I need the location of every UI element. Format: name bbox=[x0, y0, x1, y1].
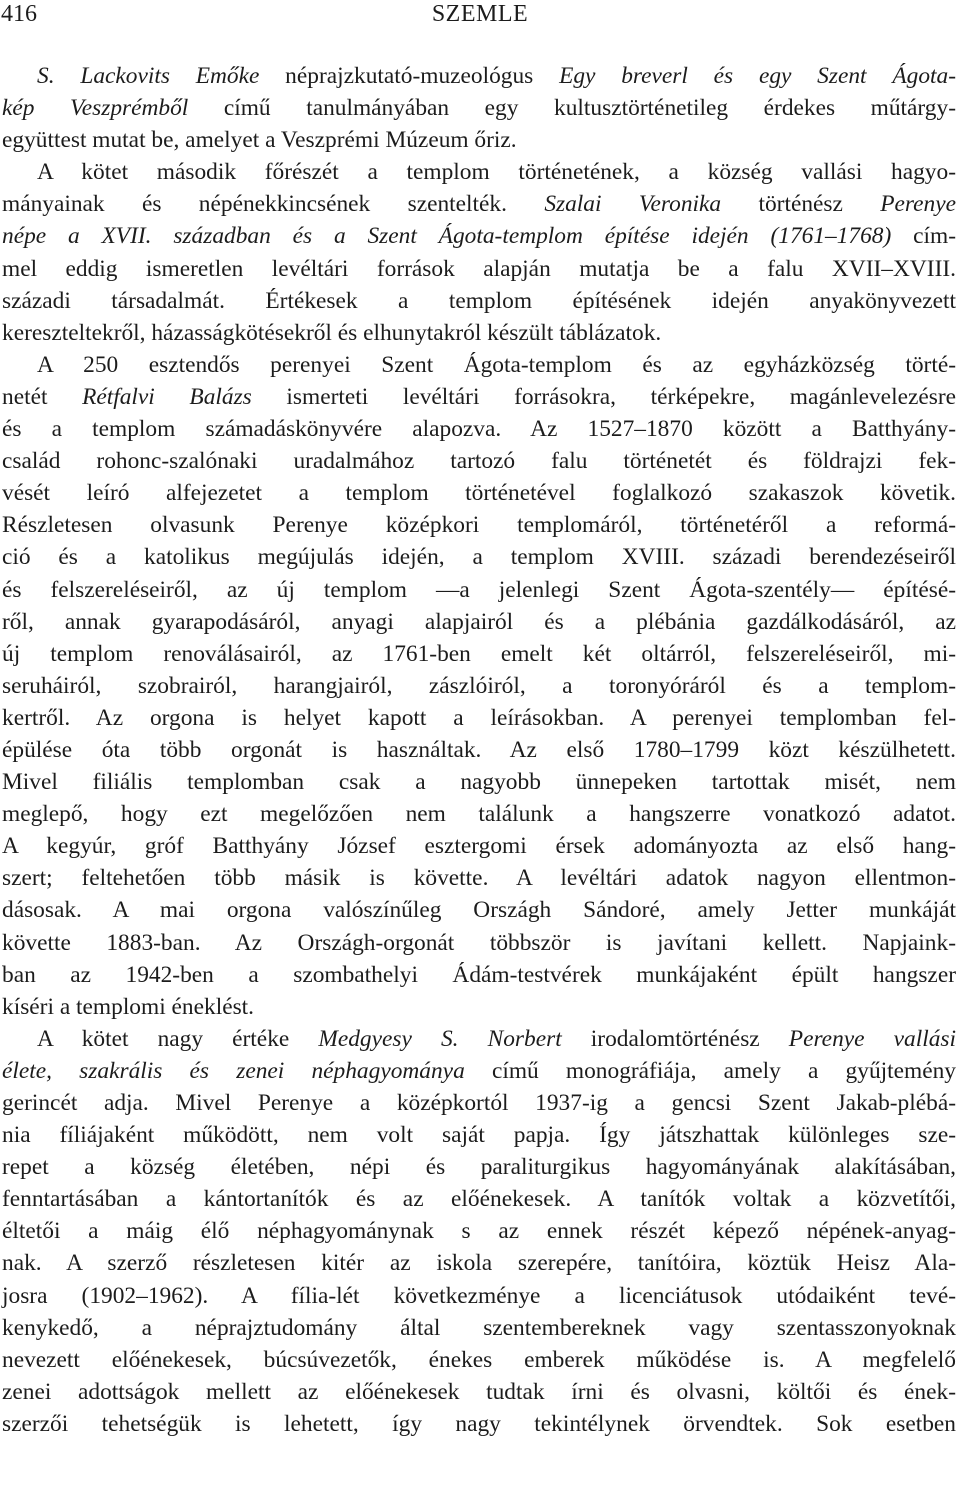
text-segment: ció és a katolikus megújulás idején, a templom XVIII. századi berendezéseiről bbox=[2, 544, 956, 571]
text-line bbox=[2, 1055, 956, 1087]
text-line bbox=[2, 1344, 956, 1376]
text-line bbox=[2, 60, 956, 92]
italic-text-segment: Perenye vallási bbox=[788, 1025, 956, 1052]
text-line bbox=[2, 766, 956, 798]
text-segment: kenykedő, a néprajztudomány által szentembereknek vagy szentasszonyoknak bbox=[2, 1314, 956, 1341]
text-segment: vését leíró alfejezetet a templom történetével foglalkozó szakaszok követik. bbox=[2, 480, 956, 507]
text-segment: nak. A szerző részletesen kitér az iskola szerepére, tanítóira, köztük Heisz Ala- bbox=[2, 1250, 956, 1277]
text-line bbox=[2, 349, 956, 381]
text-line bbox=[2, 574, 956, 606]
text-line bbox=[2, 1312, 956, 1344]
text-line bbox=[2, 1023, 956, 1055]
text-line bbox=[2, 670, 956, 702]
text-line bbox=[2, 1247, 956, 1279]
text-segment: kíséri a templomi éneklést. bbox=[2, 993, 255, 1020]
text-line bbox=[2, 606, 956, 638]
text-segment: josra (1902–1962). A fília-lét következménye a licenciátusok utódaiként tevé- bbox=[2, 1282, 956, 1309]
italic-text-segment: S. Lackovits Emőke bbox=[37, 63, 260, 89]
page-number: 416 bbox=[1, 1, 37, 27]
text-line bbox=[2, 1151, 956, 1183]
text-segment: című tanulmányában egy kultusztörténetileg érdekes műtárgy- bbox=[188, 95, 956, 122]
text-segment: A kegyúr, gróf Batthyány József esztergomi érsek adományozta az első hang- bbox=[2, 833, 956, 860]
text-segment: éltetői a máig élő néphagyománynak s az ennek részét képező népének-anyag- bbox=[2, 1218, 956, 1245]
text-line bbox=[2, 1280, 956, 1312]
text-line bbox=[2, 445, 956, 477]
text-segment: és a templom számadáskönyvére alapozva. Az 1527–1870 között a Batthyány- bbox=[2, 416, 956, 443]
page-header bbox=[0, 0, 960, 32]
text-segment: századi társadalmát. Értékesek a templom építésének idején anyakönyvezett bbox=[2, 287, 956, 314]
text-segment: mel eddig ismeretlen levéltári források alapján mutatja be a falu XVII–XVIII. bbox=[2, 255, 956, 282]
text-segment: mányainak és népénekkincsének szentelték. bbox=[2, 191, 545, 218]
text-segment: Mivel filiális templomban csak a nagyobb ünnepeken tartottak misét, nem bbox=[2, 769, 956, 796]
text-segment: együttest mutat be, amelyet a Veszprémi Múzeum őriz. bbox=[2, 127, 517, 154]
text-segment: irodalomtörténész bbox=[561, 1025, 789, 1052]
text-segment: kereszteltekről, házasságkötésekről és elhunytakról készült táblázatok. bbox=[2, 319, 662, 346]
text-segment: nevezett előénekesek, búcsúvezetők, énekes emberek működése is. A megfelelő bbox=[2, 1346, 956, 1373]
body-text bbox=[2, 60, 956, 1440]
text-line bbox=[2, 991, 956, 1023]
text-line bbox=[2, 381, 956, 413]
text-segment: A kötet nagy értéke bbox=[37, 1025, 319, 1052]
text-segment: cím- bbox=[891, 223, 956, 250]
text-segment: és felszereléseiről, az új templom —a jelenlegi Szent Ágota-szentély— építésé- bbox=[2, 576, 956, 603]
text-line bbox=[2, 541, 956, 573]
text-segment: kertről. Az orgona is helyet kapott a leírásokban. A perenyei templomban fel- bbox=[2, 704, 956, 731]
text-line bbox=[2, 509, 956, 541]
text-line bbox=[2, 798, 956, 830]
text-segment: A 250 esztendős perenyei Szent Ágota-templom és az egyházközség törté- bbox=[37, 351, 956, 378]
text-line bbox=[2, 1376, 956, 1408]
text-segment: meglepő, hogy ezt megelőzően nem találunk a hangszerre vonatkozó adatot. bbox=[2, 801, 956, 828]
text-line bbox=[2, 477, 956, 509]
italic-text-segment: élete, szakrális és zenei néphagyománya bbox=[2, 1057, 465, 1084]
text-segment: ismerteti levéltári forrásokra, térképekre, magánlevelezésre bbox=[251, 383, 956, 410]
text-line bbox=[2, 702, 956, 734]
italic-text-segment: Rétfalvi Balázs bbox=[82, 383, 252, 410]
text-segment: történész bbox=[721, 191, 881, 218]
text-line bbox=[2, 959, 956, 991]
text-line bbox=[2, 285, 956, 317]
text-line bbox=[2, 734, 956, 766]
text-line bbox=[2, 413, 956, 445]
text-line bbox=[2, 253, 956, 285]
text-line bbox=[2, 1087, 956, 1119]
text-segment: szert; feltehetően több másik is követte. A levéltári adatok nagyon ellentmon- bbox=[2, 865, 956, 892]
text-line bbox=[2, 638, 956, 670]
text-line bbox=[2, 862, 956, 894]
text-segment: szerzői tehetségük is lehetett, így nagy tekintélynek örvendtek. Sok esetben bbox=[2, 1410, 956, 1437]
text-line bbox=[2, 1408, 956, 1440]
italic-text-segment: Egy breverl és egy Szent Ágota- bbox=[559, 63, 956, 89]
text-line bbox=[2, 220, 956, 252]
italic-text-segment: Perenye bbox=[880, 191, 956, 218]
text-segment: nia fíliájaként működött, nem volt saját papja. Így játszhattak különleges sze- bbox=[2, 1122, 956, 1149]
italic-text-segment: Szalai Veronika bbox=[544, 191, 722, 218]
text-segment: követte 1883-ban. Az Országh-orgonát többször is javítani kellett. Napjaink- bbox=[2, 929, 956, 956]
text-line bbox=[2, 156, 956, 188]
text-line bbox=[2, 317, 956, 349]
text-segment: ban az 1942-ben a szombathelyi Ádám-testvérek munkájaként épült hangszer bbox=[2, 961, 956, 988]
text-segment: Részletesen olvasunk Perenye középkori templomáról, történetéről a reformá- bbox=[2, 512, 956, 539]
text-segment: dásosak. A mai orgona valószínűleg Országh Sándoré, amely Jetter munkáját bbox=[2, 897, 956, 924]
text-line bbox=[2, 92, 956, 124]
italic-text-segment: Medgyesy S. Norbert bbox=[318, 1025, 562, 1052]
text-segment: A kötet második főrészét a templom történetének, a község vallási hagyo- bbox=[37, 159, 956, 186]
text-segment: fenntartásában a kántortanítók és az előénekesek. A tanítók voltak a közvetítői, bbox=[2, 1186, 956, 1213]
text-segment: új templom renoválásairól, az 1761-ben emelt két oltárról, felszereléseiről, mi- bbox=[2, 640, 956, 667]
running-head: SZEMLE bbox=[431, 1, 529, 27]
text-segment: seruháiról, szobrairól, harangjairól, zászlóiról, a toronyóráról és a templom- bbox=[2, 672, 956, 699]
text-segment: épülése óta több orgonát is használtak. Az első 1780–1799 közt készülhetett. bbox=[2, 736, 956, 763]
text-segment: netét bbox=[2, 383, 83, 410]
text-segment: ről, annak gyarapodásáról, anyagi alapjairól és a plébánia gazdálkodásáról, az bbox=[2, 608, 956, 635]
text-line bbox=[2, 124, 956, 156]
text-segment: repet a község életében, népi és paraliturgikus hagyományának alakításában, bbox=[2, 1154, 956, 1181]
italic-text-segment: népe a XVII. században és a Szent Ágota-templom építése idején (1761–1768) bbox=[2, 223, 892, 250]
text-line bbox=[2, 830, 956, 862]
text-segment: család rohonc-szalónaki uradalmához tartozó falu történetét és földrajzi fek- bbox=[2, 448, 956, 475]
text-line bbox=[2, 894, 956, 926]
text-segment: című monográfiája, amely a gyűjtemény bbox=[464, 1057, 956, 1084]
text-line bbox=[2, 1215, 956, 1247]
text-line bbox=[2, 927, 956, 959]
text-segment: néprajzkutató-muzeológus bbox=[259, 63, 560, 89]
text-line bbox=[2, 188, 956, 220]
text-line bbox=[2, 1119, 956, 1151]
italic-text-segment: kép Veszprémből bbox=[2, 95, 189, 122]
text-segment: gerincét adja. Mivel Perenye a középkortól 1937-ig a gencsi Szent Jakab-plébá- bbox=[2, 1090, 956, 1116]
text-segment: zenei adottságok mellett az előénekesek tudtak írni és olvasni, költői és ének- bbox=[2, 1378, 956, 1405]
text-line bbox=[2, 1183, 956, 1215]
